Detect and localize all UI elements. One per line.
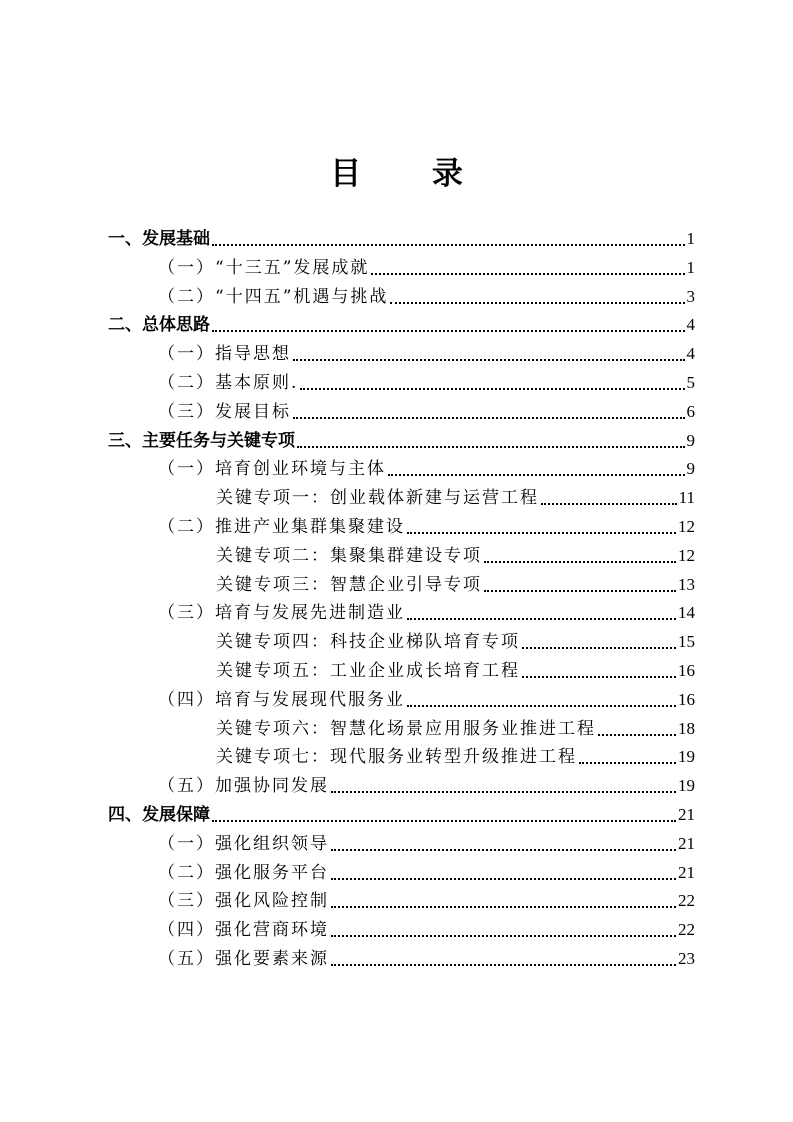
toc-leader-dots	[390, 302, 684, 304]
toc-leader-dots	[598, 734, 676, 736]
toc-page-number: 12	[678, 517, 695, 536]
toc-leader-dots	[293, 359, 685, 361]
toc-leader-dots	[293, 417, 685, 419]
toc-entry[interactable]	[108, 223, 695, 249]
toc-leader-dots	[407, 532, 676, 534]
toc-entry-label: 关键专项四：科技企业梯队培育专项	[216, 632, 520, 653]
toc-entry-label: （二）强化服务平台	[158, 862, 329, 883]
toc-leader-dots	[541, 503, 677, 505]
toc-leader-dots	[388, 474, 685, 476]
toc-entry-label: （三）培育与发展先进制造业	[158, 603, 405, 624]
toc-entry-label: （三）发展目标	[158, 401, 291, 422]
toc-entry-label: （五）加强协同发展	[158, 776, 329, 797]
toc-entry-label: （五）强化要素来源	[158, 949, 329, 969]
toc-entry[interactable]	[108, 425, 695, 451]
toc-entry[interactable]	[216, 569, 695, 595]
toc-entry-label: 关键专项三：智慧企业引导专项	[216, 574, 482, 595]
toc-leader-dots	[212, 820, 676, 822]
toc-leader-dots	[522, 647, 676, 649]
toc-entry-label: 三、主要任务与关键专项	[108, 430, 295, 451]
toc-leader-dots	[331, 964, 676, 966]
toc-page-number: 16	[678, 689, 695, 709]
toc-entry[interactable]	[158, 597, 695, 623]
toc-page-number: 14	[678, 603, 695, 623]
toc-entry-label: （四）培育与发展现代服务业	[158, 689, 405, 710]
toc-page-number: 9	[686, 430, 695, 450]
toc-entry-label: 二、总体思路	[108, 315, 210, 336]
toc-entry[interactable]	[158, 885, 695, 911]
toc-page-number: 12	[678, 545, 695, 565]
toc-page-number: 13	[678, 574, 695, 594]
toc-leader-dots	[212, 330, 685, 332]
toc-page-number: 6	[686, 401, 695, 421]
toc-entry-label: （一）培育创业环境与主体	[158, 459, 386, 480]
toc-page-number: 19	[678, 776, 695, 796]
toc-page-number: 21	[678, 805, 695, 824]
toc-page-number: 9	[686, 459, 695, 479]
toc-entry[interactable]	[216, 626, 695, 652]
toc-entry[interactable]	[216, 482, 695, 508]
toc-entry[interactable]	[158, 453, 695, 479]
toc-entry[interactable]	[158, 252, 695, 278]
toc-entry[interactable]	[108, 799, 695, 825]
toc-entry[interactable]	[158, 770, 695, 796]
toc-entry[interactable]	[158, 367, 695, 393]
toc-leader-dots	[484, 590, 676, 592]
toc-page-number: 22	[678, 920, 695, 940]
toc-entry[interactable]	[108, 309, 695, 335]
toc-page-number: 16	[678, 661, 695, 680]
toc-entry[interactable]	[158, 857, 695, 883]
toc-entry[interactable]	[158, 338, 695, 364]
toc-entry-label: 一、发展基础	[108, 229, 210, 249]
toc-entry[interactable]	[216, 741, 695, 767]
toc-entry-label: 关键专项七：现代服务业转型升级推进工程	[216, 747, 577, 768]
toc-leader-dots	[407, 705, 676, 707]
toc-entry[interactable]	[216, 713, 695, 739]
toc-entry-label: 关键专项一：创业载体新建与运营工程	[216, 488, 539, 509]
toc-leader-dots	[331, 878, 676, 880]
toc-page-number: 21	[678, 833, 695, 853]
toc-entry[interactable]	[216, 540, 695, 566]
toc-entry[interactable]	[216, 655, 695, 681]
toc-page-number: 5	[686, 373, 695, 392]
toc-page-number: 15	[678, 632, 695, 652]
toc-entry[interactable]	[158, 914, 695, 940]
toc-page-number: 3	[686, 286, 695, 306]
toc-entry[interactable]	[158, 943, 695, 969]
toc-entry-label: （二）基本原则.	[158, 373, 299, 393]
toc-entry-label: （一）指导思想	[158, 344, 291, 365]
toc-leader-dots	[331, 906, 676, 908]
toc-page-number: 4	[686, 315, 695, 335]
toc-entry-label: （三）强化风险控制	[158, 891, 329, 912]
toc-leader-dots	[579, 762, 676, 764]
toc-entry[interactable]	[158, 684, 695, 710]
toc-entry[interactable]	[158, 281, 695, 307]
toc-leader-dots	[331, 791, 676, 793]
toc-entry-label: （一）“十三五”发展成就	[158, 257, 370, 278]
toc-leader-dots	[300, 388, 684, 390]
toc-entry[interactable]	[158, 828, 695, 854]
toc-entry-label: 关键专项六：智慧化场景应用服务业推进工程	[216, 718, 596, 739]
toc-page-number: 1	[686, 229, 695, 248]
toc-entry-label: （一）强化组织领导	[158, 833, 329, 854]
toc-page-number: 11	[678, 488, 695, 508]
toc-entry-label: （四）强化营商环境	[158, 920, 329, 941]
page-title: 目 录	[330, 156, 493, 192]
toc-page-number: 23	[678, 949, 695, 968]
toc-leader-dots	[522, 676, 676, 678]
toc-leader-dots	[331, 849, 676, 851]
toc-leader-dots	[297, 446, 685, 448]
toc-entry-label: 关键专项二：集聚集群建设专项	[216, 545, 482, 566]
toc-entry-label: （二）推进产业集群集聚建设	[158, 517, 405, 537]
toc-entry[interactable]	[158, 511, 695, 537]
toc-page-number: 22	[678, 891, 695, 911]
toc-entry-label: （二）“十四五”机遇与挑战	[158, 286, 389, 307]
toc-page-number: 18	[678, 718, 695, 738]
toc-leader-dots	[371, 273, 684, 275]
toc-entry-label: 关键专项五：工业企业成长培育工程	[216, 661, 520, 681]
toc-page-number: 21	[678, 862, 695, 882]
toc-page-number: 1	[686, 257, 695, 277]
toc-leader-dots	[212, 244, 685, 246]
toc-leader-dots	[484, 561, 676, 563]
toc-leader-dots	[331, 935, 676, 937]
toc-page-number: 4	[686, 344, 695, 364]
toc-page-number: 19	[678, 747, 695, 767]
toc-leader-dots	[407, 618, 676, 620]
toc-entry-label: 四、发展保障	[108, 805, 210, 825]
toc-entry[interactable]	[158, 396, 695, 422]
